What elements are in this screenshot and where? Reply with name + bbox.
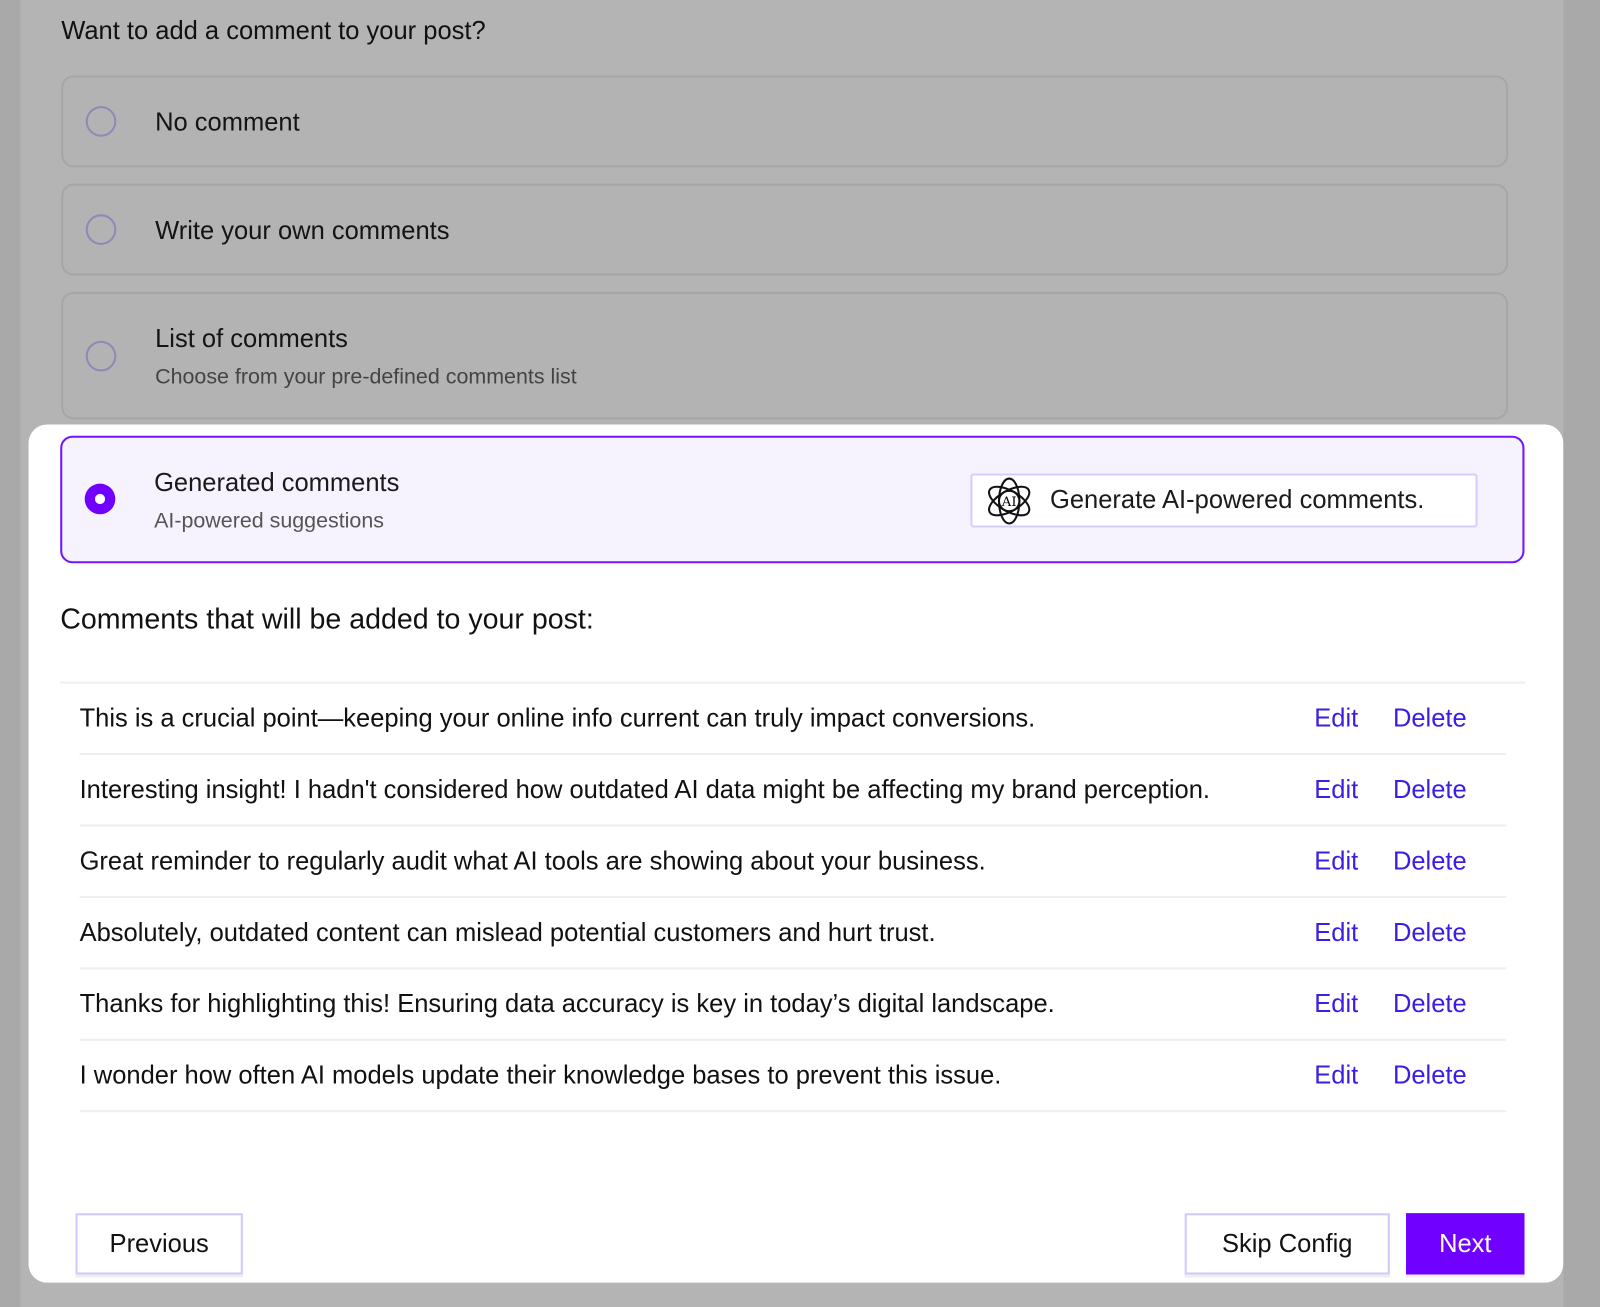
edit-link[interactable]: Edit [1314,703,1359,733]
delete-link[interactable]: Delete [1392,774,1467,804]
generated-comments-panel [29,424,1564,1282]
generate-ai-comments-button[interactable] [970,473,1477,527]
comment-row [80,755,1507,826]
edit-link[interactable]: Edit [1314,917,1359,947]
comment-text: Absolutely, outdated content can mislead potential customers and hurt trust. [79,918,936,947]
delete-link[interactable]: Delete [1392,846,1467,875]
edit-link[interactable]: Edit [1314,846,1359,875]
delete-link[interactable]: Delete [1392,917,1467,947]
comment-row [80,1041,1507,1112]
edit-link[interactable]: Edit [1314,774,1359,804]
option-write-own[interactable] [61,184,1508,276]
option-title: No comment [155,108,300,137]
option-title: Generated comments [154,468,400,497]
delete-link[interactable]: Delete [1392,1060,1467,1090]
edit-link[interactable]: Edit [1314,1060,1359,1090]
comment-text: This is a crucial point—keeping your online info current can truly impact conversions. [79,704,1036,733]
option-list-of-comments[interactable] [61,292,1508,420]
comments-heading: Comments that will be added to your post: [60,603,594,635]
option-no-comment[interactable] [61,76,1508,168]
previous-button[interactable]: Previous [76,1213,243,1274]
question-label: Want to add a comment to your post? [61,16,486,45]
radio-generated-comments[interactable] [85,484,116,515]
generate-button-label: Generate AI-powered comments. [1049,485,1425,515]
ai-atom-icon [985,476,1034,525]
option-subtitle: AI-powered suggestions [154,509,384,533]
comment-text: Interesting insight! I hadn't considered how outdated AI data might be affecting my brand perception. [79,775,1211,805]
next-button[interactable]: Next [1406,1213,1524,1274]
comment-row [80,898,1507,969]
comment-row [80,684,1507,755]
option-subtitle: Choose from your pre-defined comments list [155,365,577,389]
radio-no-comment[interactable] [86,106,117,137]
option-generated-comments[interactable] [60,436,1524,564]
option-title: List of comments [155,324,348,354]
option-title: Write your own comments [155,216,450,245]
radio-list-of-comments[interactable] [86,341,117,372]
comment-text: I wonder how often AI models update their knowledge bases to prevent this issue. [79,1061,1002,1090]
delete-link[interactable]: Delete [1392,703,1467,733]
comment-text: Thanks for highlighting this! Ensuring data accuracy is key in today’s digital landscape. [79,989,1055,1019]
comments-list [60,682,1525,1113]
delete-link[interactable]: Delete [1392,989,1467,1018]
comment-row [80,969,1507,1040]
comment-row [80,827,1507,898]
comment-text: Great reminder to regularly audit what AI tools are showing about your business. [79,846,986,876]
svg-text:AI: AI [1001,494,1017,510]
radio-write-own[interactable] [86,214,117,245]
edit-link[interactable]: Edit [1314,989,1359,1018]
skip-config-button[interactable]: Skip Config [1185,1213,1390,1274]
